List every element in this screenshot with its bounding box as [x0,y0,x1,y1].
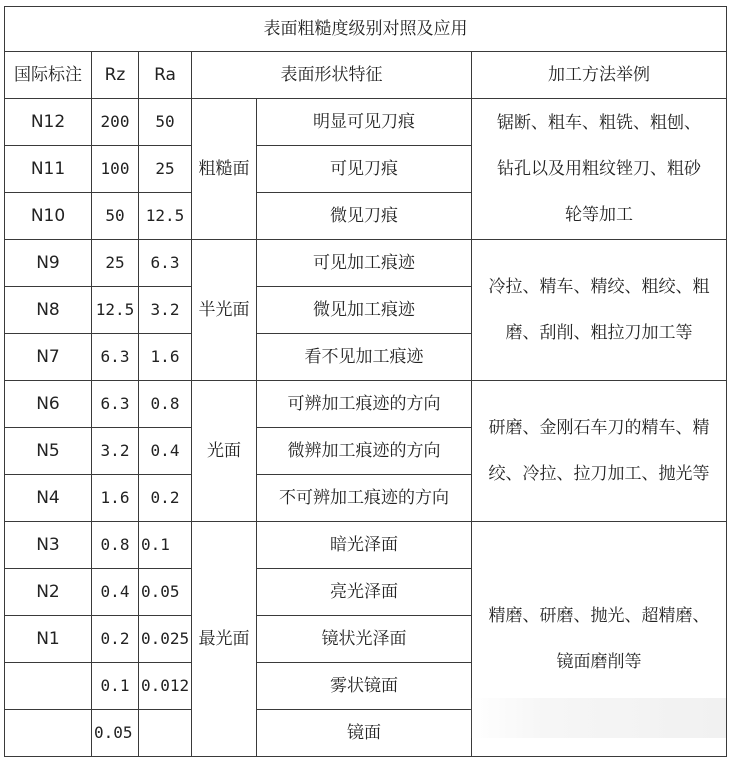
method-line: 精磨、研磨、抛光、超精磨、 [488,606,710,626]
feature-cell: 可辨加工痕迹的方向 [257,381,472,428]
grade-cell: N10 [5,193,92,240]
header-row [5,52,727,99]
ra-cell: 0.4 [139,428,192,475]
ra-cell: 0.1 [139,522,192,569]
header-machining-method: 加工方法举例 [472,52,727,99]
grade-cell: N12 [5,99,92,146]
surface-class-cell: 最光面 [192,522,257,757]
rz-cell: 0.1 [92,663,139,710]
grade-cell: N5 [5,428,92,475]
ra-cell: 6.3 [139,240,192,287]
method-line: 冷拉、精车、精绞、粗绞、粗 [488,277,710,297]
method-line: 锯断、粗车、粗铣、粗刨、 [497,113,702,133]
feature-cell: 雾状镜面 [257,663,472,710]
method-cell [472,522,727,757]
ra-cell: 3.2 [139,287,192,334]
ra-cell: 1.6 [139,334,192,381]
method-cell [472,240,727,381]
feature-cell: 微辨加工痕迹的方向 [257,428,472,475]
surface-class-cell: 粗糙面 [192,99,257,240]
grade-cell: N2 [5,569,92,616]
surface-class-cell: 半光面 [192,240,257,381]
feature-cell: 看不见加工痕迹 [257,334,472,381]
rz-cell: 200 [92,99,139,146]
feature-cell: 亮光泽面 [257,569,472,616]
ra-cell: 0.2 [139,475,192,522]
roughness-table [4,6,727,757]
header-surface-feature: 表面形状特征 [192,52,472,99]
grade-cell: N3 [5,522,92,569]
feature-cell: 微见刀痕 [257,193,472,240]
feature-cell: 明显可见刀痕 [257,99,472,146]
grade-cell: N4 [5,475,92,522]
feature-cell: 镜状光泽面 [257,616,472,663]
rz-cell: 100 [92,146,139,193]
feature-cell: 镜面 [257,710,472,757]
ra-cell: 25 [139,146,192,193]
grade-cell [5,710,92,757]
header-grade: 国际标注 [5,52,92,99]
rz-cell: 25 [92,240,139,287]
grade-cell: N9 [5,240,92,287]
ra-cell: 12.5 [139,193,192,240]
rz-cell: 1.6 [92,475,139,522]
table-title: 表面粗糙度级别对照及应用 [5,7,727,52]
feature-cell: 可见刀痕 [257,146,472,193]
grade-cell: N8 [5,287,92,334]
surface-class-cell: 光面 [192,381,257,522]
feature-cell: 暗光泽面 [257,522,472,569]
rz-cell: 12.5 [92,287,139,334]
header-ra: Ra [139,52,192,99]
ra-cell [139,710,192,757]
ra-cell: 0.05 [139,569,192,616]
table-row [5,99,727,146]
title-row [5,7,727,52]
ra-cell: 0.012 [139,663,192,710]
method-line: 研磨、金刚石车刀的精车、精 [488,418,710,438]
method-line: 钻孔以及用粗纹锉刀、粗砂 [497,159,702,179]
rz-cell: 0.05 [92,710,139,757]
grade-cell: N6 [5,381,92,428]
method-line: 镜面磨削等 [556,652,642,672]
rz-cell: 50 [92,193,139,240]
rz-cell: 0.8 [92,522,139,569]
table-row [5,240,727,287]
method-line: 绞、冷拉、拉刀加工、抛光等 [488,464,710,484]
table-row [5,522,727,569]
rz-cell: 0.4 [92,569,139,616]
rz-cell: 6.3 [92,381,139,428]
feature-cell: 可见加工痕迹 [257,240,472,287]
rz-cell: 3.2 [92,428,139,475]
ra-cell: 0.025 [139,616,192,663]
ra-cell: 0.8 [139,381,192,428]
rz-cell: 6.3 [92,334,139,381]
grade-cell [5,663,92,710]
method-cell [472,381,727,522]
header-rz: Rz [92,52,139,99]
feature-cell: 不可辨加工痕迹的方向 [257,475,472,522]
rz-cell: 0.2 [92,616,139,663]
method-line: 磨、刮削、粗拉刀加工等 [505,323,693,343]
table-row [5,381,727,428]
grade-cell: N1 [5,616,92,663]
feature-cell: 微见加工痕迹 [257,287,472,334]
grade-cell: N7 [5,334,92,381]
method-cell [472,99,727,240]
ra-cell: 50 [139,99,192,146]
method-line: 轮等加工 [565,205,634,225]
grade-cell: N11 [5,146,92,193]
